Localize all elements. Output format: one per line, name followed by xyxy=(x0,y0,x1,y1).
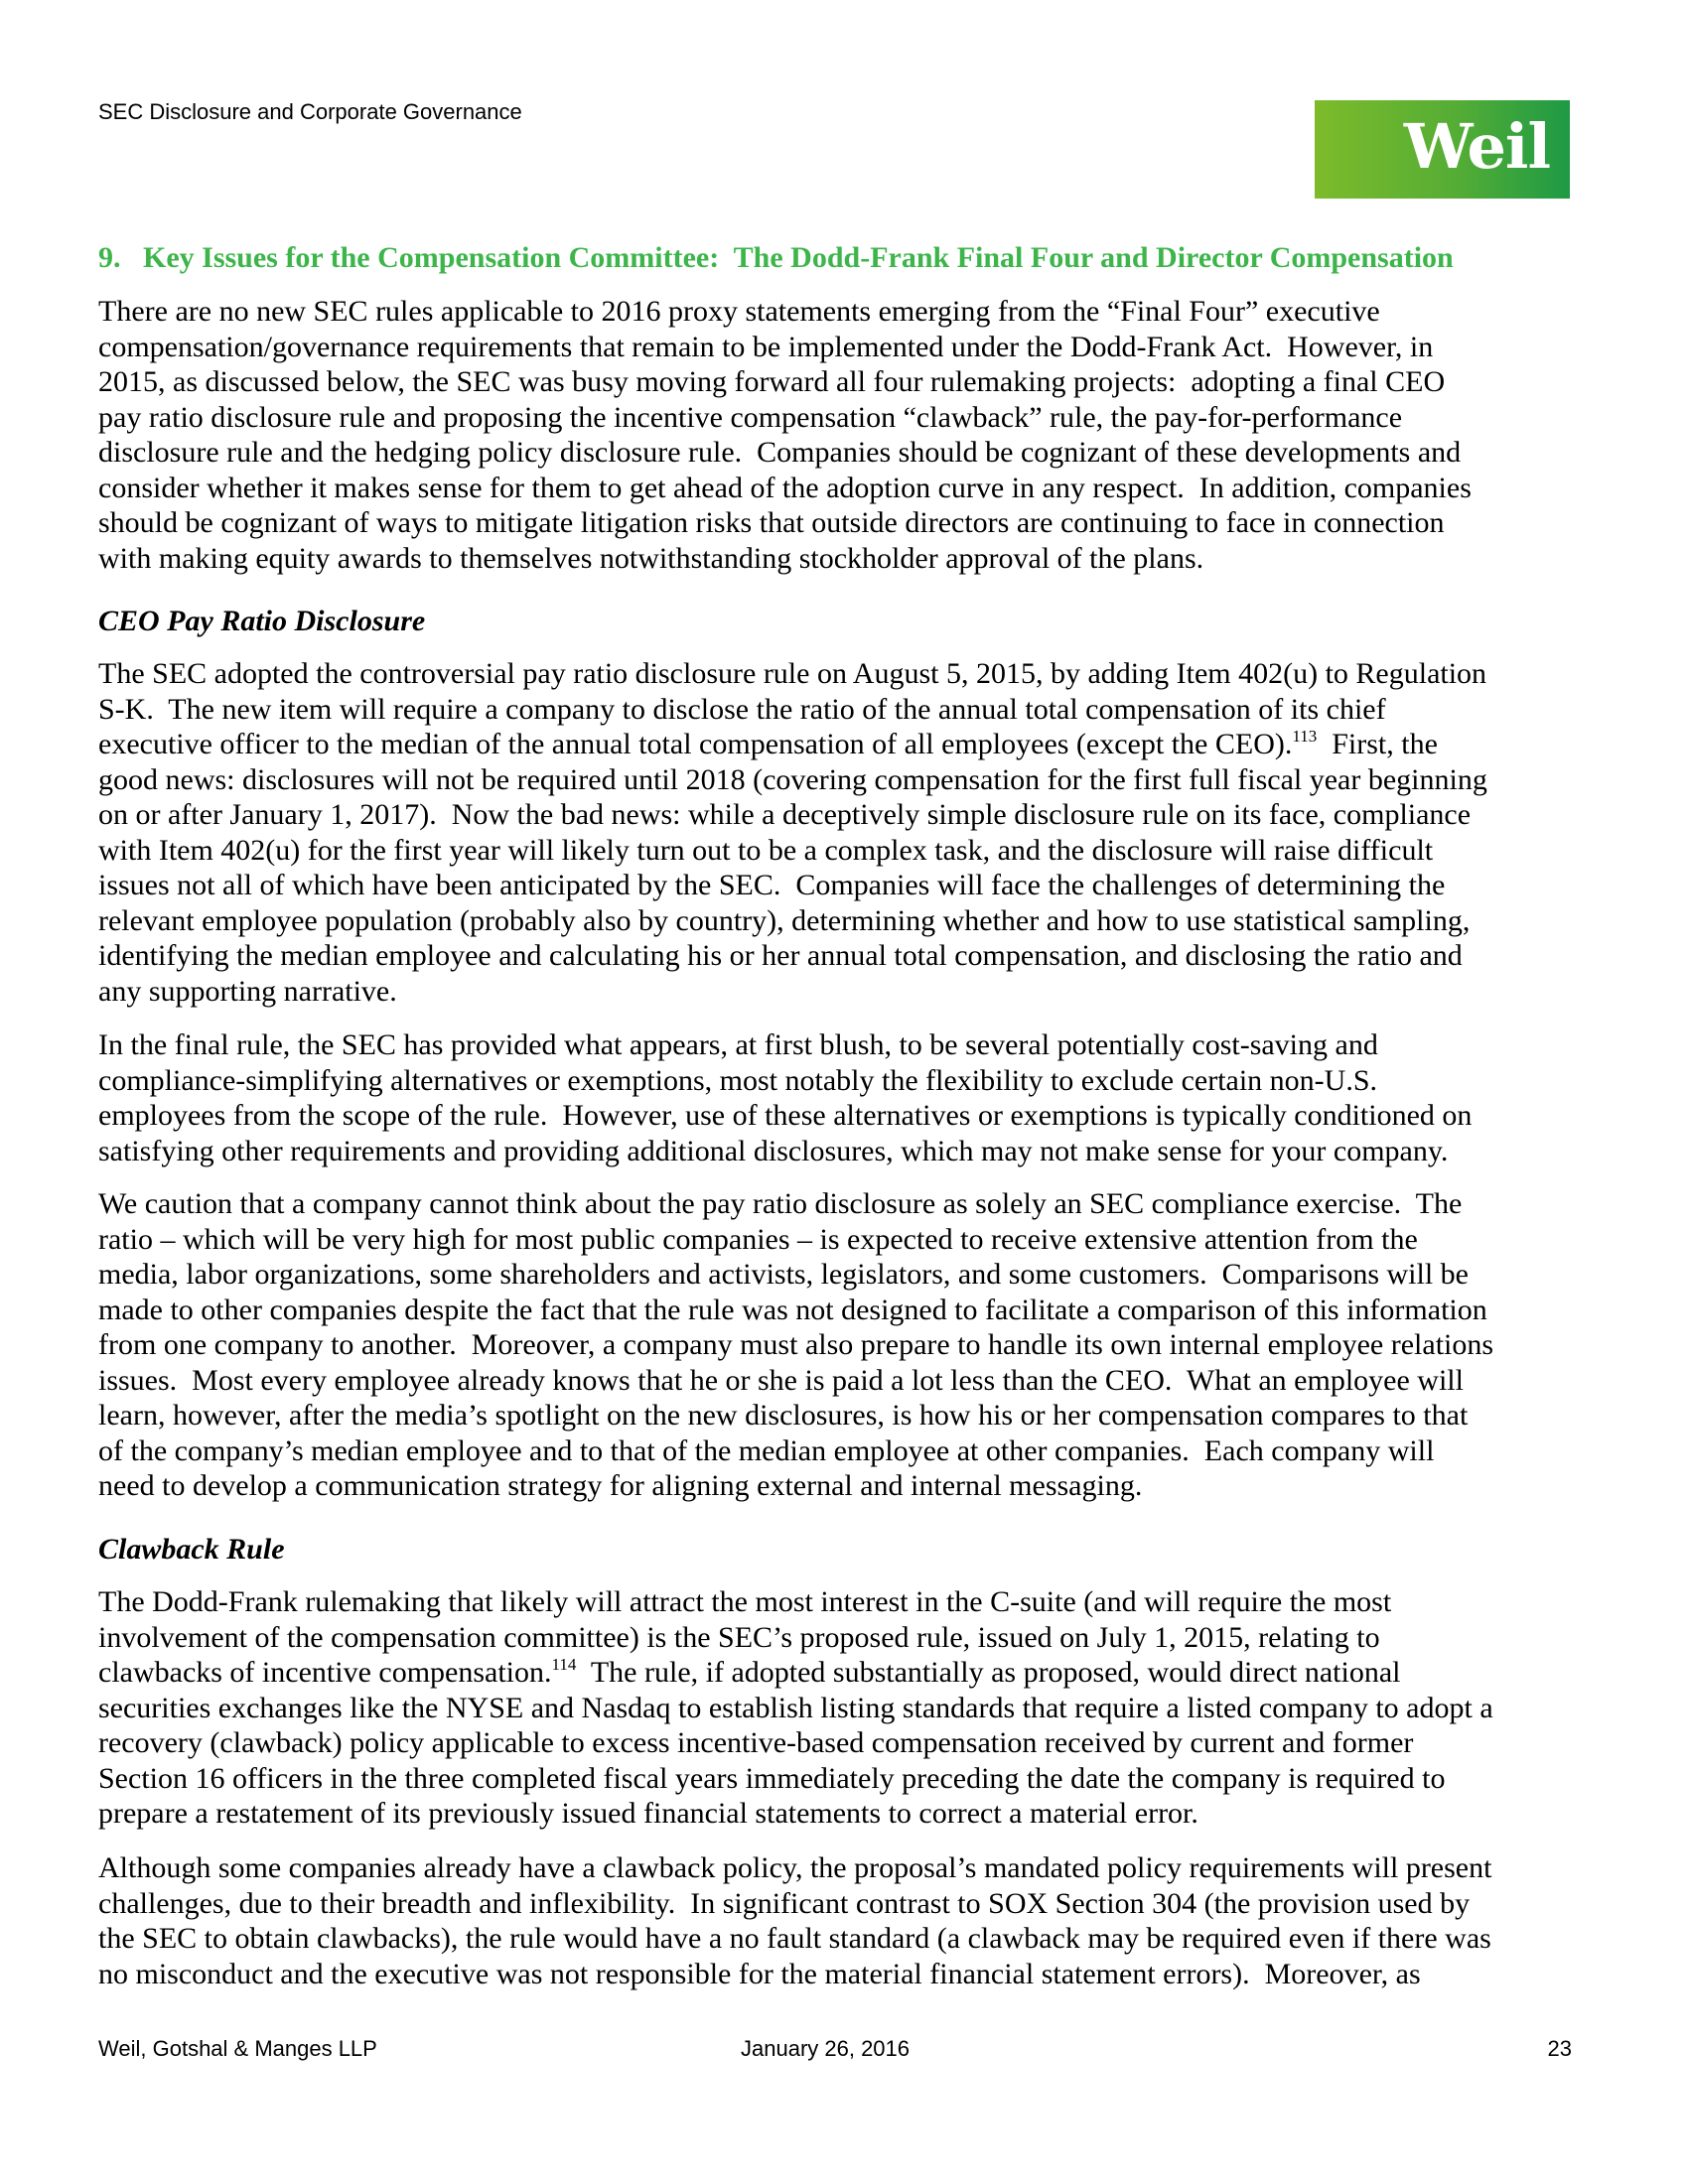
text-line xyxy=(98,797,1487,833)
text-line xyxy=(98,1725,1493,1761)
paragraph-clawback-challenges xyxy=(98,1850,1491,1991)
footer-date: January 26, 2016 xyxy=(741,2036,911,2061)
page-number: 23 xyxy=(1547,2036,1572,2061)
text-line xyxy=(98,1027,1472,1063)
line-text: We caution that a company cannot think about the pay ratio disclosure as solely an SEC compliance exercise. The xyxy=(98,1187,1463,1220)
footnote-reference[interactable]: 113 xyxy=(1292,727,1318,746)
line-text: of the company’s median employee and to that of the median employee at other companies. Each company will xyxy=(98,1433,1435,1467)
line-text: recovery (clawback) policy applicable to excess incentive-based compensation received by current and former xyxy=(98,1726,1414,1759)
paragraph-final-rule xyxy=(98,1027,1472,1168)
text-line xyxy=(98,656,1487,692)
text-line xyxy=(98,938,1487,974)
line-text: issues. Most every employee already knows that he or she is paid a lot less than the CEO. What an employee will xyxy=(98,1363,1464,1397)
line-text: compensation/governance requirements that remain to be implemented under the Dodd-Frank Act. However, in xyxy=(98,330,1434,363)
line-text: S-K. The new item will require a company to disclose the ratio of the annual total compensation of its chief xyxy=(98,692,1386,726)
line-text: The Dodd-Frank rulemaking that likely will attract the most interest in the C-suite (and will require the most xyxy=(98,1585,1392,1618)
text-line xyxy=(98,1850,1491,1886)
line-text: identifying the median employee and calculating his or her annual total compensation, and disclosing the ratio and xyxy=(98,939,1463,972)
line-text: relevant employee population (probably also by country), determining whether and how to use statistical sampling, xyxy=(98,903,1471,937)
line-text: good news: disclosures will not be required until 2018 (covering compensation for the first full fiscal year beginning xyxy=(98,762,1487,796)
line-text: securities exchanges like the NYSE and Nasdaq to establish listing standards that require a listed company to adopt a xyxy=(98,1691,1493,1724)
text-line xyxy=(98,294,1472,330)
text-line xyxy=(98,400,1472,436)
line-text: Although some companies already have a clawback policy, the proposal’s mandated policy requirements will present xyxy=(98,1851,1492,1884)
line-text: involvement of the compensation committee) is the SEC’s proposed rule, issued on July 1, 2015, relating to xyxy=(98,1620,1380,1654)
footer-firm: Weil, Gotshal & Manges LLP xyxy=(98,2036,377,2061)
text-line xyxy=(98,1398,1493,1433)
line-text: made to other companies despite the fact that the rule was not designed to facilitate a comparison of this information xyxy=(98,1293,1487,1326)
line-text: prepare a restatement of its previously issued financial statements to correct a material error. xyxy=(98,1797,1198,1830)
line-text: pay ratio disclosure rule and proposing the incentive compensation “clawback” rule, the pay-for-performance xyxy=(98,400,1403,434)
line-text: from one company to another. Moreover, a company must also prepare to handle its own internal employee relations xyxy=(98,1328,1494,1361)
line-text: no misconduct and the executive was not responsible for the material financial statement errors). Moreover, as xyxy=(98,1957,1421,1990)
text-line xyxy=(98,727,1487,762)
line-text: The rule, if adopted substantially as proposed, would direct national xyxy=(576,1656,1401,1689)
text-line xyxy=(98,1921,1491,1957)
text-line xyxy=(98,1063,1472,1099)
text-line xyxy=(98,1186,1493,1222)
text-line xyxy=(98,1957,1491,1992)
line-text: challenges, due to their breadth and inflexibility. In significant contrast to SOX Section 304 (the provision used by xyxy=(98,1886,1471,1920)
logo-text: Weil xyxy=(1403,110,1550,183)
text-line xyxy=(98,1691,1493,1726)
weil-logo xyxy=(1315,100,1570,199)
text-line xyxy=(98,330,1472,365)
subheading-ceo-pay-ratio: CEO Pay Ratio Disclosure xyxy=(98,605,426,637)
line-text: There are no new SEC rules applicable to 2016 proxy statements emerging from the “Final Four” executive xyxy=(98,295,1380,328)
line-text: clawbacks of incentive compensation. xyxy=(98,1656,552,1689)
text-line xyxy=(98,364,1472,400)
text-line xyxy=(98,1098,1472,1134)
line-text: executive officer to the median of the annual total compensation of all employees (except the CEO). xyxy=(98,728,1293,760)
text-line xyxy=(98,1584,1493,1620)
text-line xyxy=(98,1655,1493,1691)
line-text: employees from the scope of the rule. However, use of these alternatives or exemptions is typically conditioned on xyxy=(98,1099,1473,1132)
text-line xyxy=(98,1257,1493,1293)
text-line xyxy=(98,505,1472,541)
text-line xyxy=(98,435,1472,471)
line-text: In the final rule, the SEC has provided what appears, at first blush, to be several potentially cost-saving and xyxy=(98,1028,1378,1061)
text-line xyxy=(98,1468,1493,1504)
line-text: should be cognizant of ways to mitigate litigation risks that outside directors are continuing to face in connection xyxy=(98,506,1445,539)
line-text: consider whether it makes sense for them to get ahead of the adoption curve in any respect. In addition, companies xyxy=(98,471,1472,504)
text-line xyxy=(98,1886,1491,1922)
line-text: any supporting narrative. xyxy=(98,974,397,1008)
text-line xyxy=(98,762,1487,798)
line-text: ratio – which will be very high for most public companies – is expected to receive extensive attention from the xyxy=(98,1222,1418,1256)
text-line xyxy=(98,868,1487,903)
text-line xyxy=(98,1363,1493,1399)
text-line xyxy=(98,1433,1493,1469)
text-line xyxy=(98,1293,1493,1328)
paragraph-intro xyxy=(98,294,1472,576)
line-text: 2015, as discussed below, the SEC was busy moving forward all four rulemaking projects: adopting a final CEO xyxy=(98,365,1446,398)
text-line xyxy=(98,974,1487,1010)
footnote-reference[interactable]: 114 xyxy=(551,1655,577,1674)
text-line xyxy=(98,1796,1493,1832)
line-text: The SEC adopted the controversial pay ratio disclosure rule on August 5, 2015, by adding Item 402(u) to Regulation xyxy=(98,657,1487,690)
text-line xyxy=(98,1222,1493,1258)
line-text: the SEC to obtain clawbacks), the rule would have a no fault standard (a clawback may be required even if there was xyxy=(98,1922,1491,1955)
line-text: on or after January 1, 2017). Now the bad news: while a deceptively simple disclosure rule on its face, compliance xyxy=(98,798,1472,831)
subheading-clawback: Clawback Rule xyxy=(98,1533,285,1566)
paragraph-pay-ratio-rule xyxy=(98,656,1487,1009)
text-line xyxy=(98,833,1487,869)
line-text: media, labor organizations, some shareholders and activists, legislators, and some customers. Comparisons will be xyxy=(98,1258,1469,1291)
text-line xyxy=(98,903,1487,939)
line-text: with making equity awards to themselves notwithstanding stockholder approval of the plans. xyxy=(98,541,1204,575)
paragraph-caution xyxy=(98,1186,1493,1504)
line-text: satisfying other requirements and providing additional disclosures, which may not make sense for your company. xyxy=(98,1134,1449,1167)
line-text: First, the xyxy=(1317,728,1438,760)
text-line xyxy=(98,471,1472,506)
line-text: learn, however, after the media’s spotlight on the new disclosures, is how his or her compensation compares to that xyxy=(98,1399,1469,1432)
text-line xyxy=(98,1327,1493,1363)
text-line xyxy=(98,1134,1472,1169)
text-line xyxy=(98,1620,1493,1656)
line-text: compliance-simplifying alternatives or exemptions, most notably the flexibility to exclude certain non-U.S. xyxy=(98,1063,1378,1097)
text-line xyxy=(98,692,1487,728)
line-text: Section 16 officers in the three completed fiscal years immediately preceding the date the company is required to xyxy=(98,1761,1446,1795)
line-text: need to develop a communication strategy for aligning external and internal messaging. xyxy=(98,1469,1143,1502)
section-heading: 9. Key Issues for the Compensation Committee: The Dodd-Frank Final Four and Director Compensation xyxy=(98,241,1454,274)
line-text: disclosure rule and the hedging policy disclosure rule. Companies should be cognizant of these developments and xyxy=(98,436,1462,469)
line-text: with Item 402(u) for the first year will likely turn out to be a complex task, and the disclosure will raise difficult xyxy=(98,833,1434,867)
line-text: issues not all of which have been anticipated by the SEC. Companies will face the challenges of determining the xyxy=(98,869,1446,901)
running-header: SEC Disclosure and Corporate Governance xyxy=(98,99,522,124)
paragraph-clawback-rule xyxy=(98,1584,1493,1832)
text-line xyxy=(98,1761,1493,1797)
text-line xyxy=(98,541,1472,577)
